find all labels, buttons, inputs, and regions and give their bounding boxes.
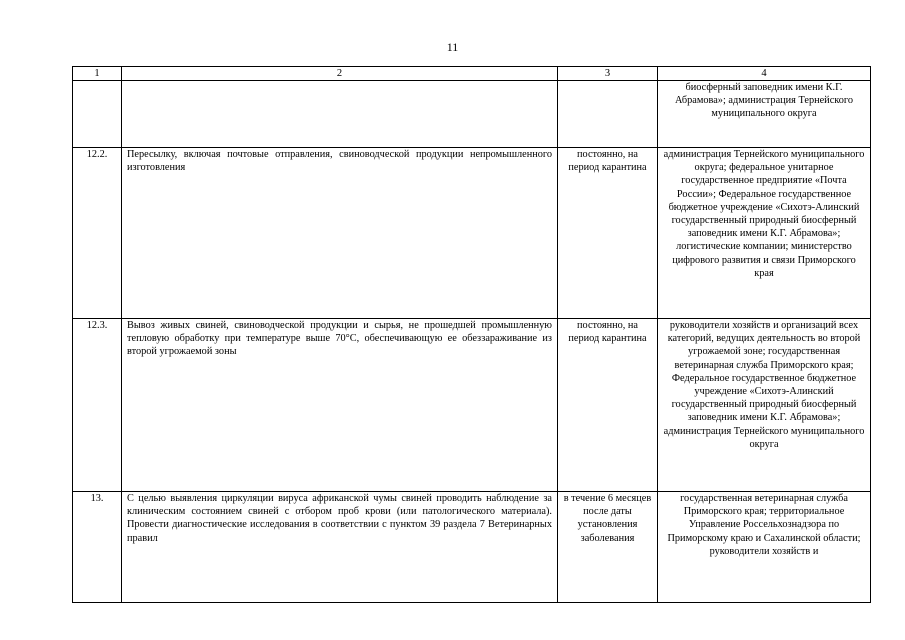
column-header-1: 1 (73, 67, 122, 81)
row-number-cell: 12.2. (73, 148, 122, 319)
row-number-cell (73, 81, 122, 148)
responsible-cell: биосферный заповедник имени К.Г. Абрамова»; администрация Тернейского муниципального округа (658, 81, 871, 148)
table-row (73, 81, 871, 148)
responsible-cell: государственная ветеринарная служба Приморского края; территориальное Управление Россельхознадзора по Приморскому краю и Сахалинской области; руководители хозяйств и (658, 492, 871, 603)
table-row (73, 148, 871, 319)
table-row (73, 492, 871, 603)
measure-cell: Вывоз живых свиней, свиноводческой продукции и сырья, не прошедшей промышленную тепловую обработку при температуре выше 70°С, обеспечивающую ее обеззараживание из второй угрожаемой зоны (122, 319, 558, 492)
table-row (73, 319, 871, 492)
row-number-cell: 12.3. (73, 319, 122, 492)
term-cell (558, 81, 658, 148)
measure-cell: С целью выявления циркуляции вируса африканской чумы свиней проводить наблюдение за клиническим состоянием свиней с отбором проб крови (или патологического материала). Провести диагностические исследования в соответствии с пунктом 39 раздела 7 Ветеринарных правил (122, 492, 558, 603)
responsible-cell: администрация Тернейского муниципального округа; федеральное унитарное государственное предприятие «Почта России»; Федеральное государственное бюджетное учреждение «Сихотэ-Алинский государственный природный биосферный заповедник имени К.Г. Абрамова»; логистические компании; министерство цифрового развития и связи Приморского края (658, 148, 871, 319)
responsible-cell: руководители хозяйств и организаций всех категорий, ведущих деятельность во второй угрожаемой зоне; государственная ветеринарная служба Приморского края; Федеральное государственное бюджетное учреждение «Сихотэ-Алинский государственный природный биосферный заповедник имени К.Г. Абрамова»; администрация Тернейского муниципального округа (658, 319, 871, 492)
term-cell: постоянно, на период карантина (558, 148, 658, 319)
column-header-3: 3 (558, 67, 658, 81)
term-cell: постоянно, на период карантина (558, 319, 658, 492)
column-header-2: 2 (122, 67, 558, 81)
page-number: 11 (446, 40, 459, 54)
row-number-cell: 13. (73, 492, 122, 603)
measures-table (72, 66, 871, 603)
measure-cell: Пересылку, включая почтовые отправления, свиноводческой продукции непромышленного изготовления (122, 148, 558, 319)
measure-cell (122, 81, 558, 148)
term-cell: в течение 6 месяцев после даты установления заболевания (558, 492, 658, 603)
table-header-row (73, 67, 871, 81)
column-header-4: 4 (658, 67, 871, 81)
